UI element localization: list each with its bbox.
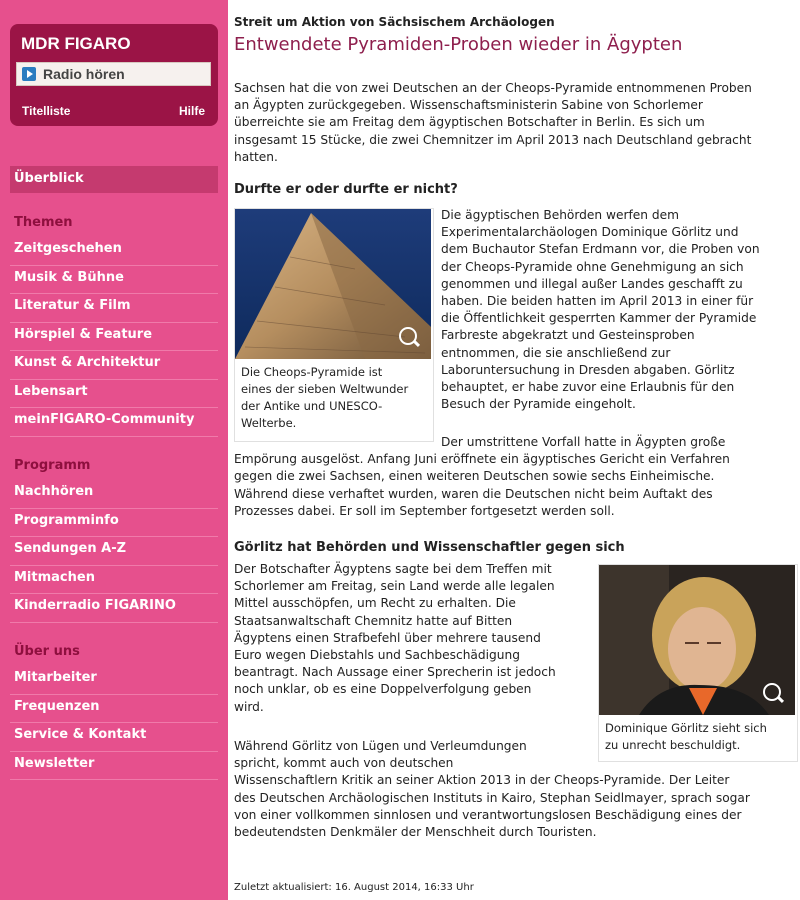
nav-list-themen: [10, 237, 218, 437]
nav-item[interactable]: Nachhören: [10, 480, 218, 509]
nav-item[interactable]: Mitarbeiter: [10, 666, 218, 695]
article-kicker: Streit um Aktion von Sächsischem Archäologen: [234, 15, 555, 29]
nav-heading-programm: Programm: [14, 458, 91, 473]
intro-paragraph: Sachsen hat die von zwei Deutschen an der Cheops-Pyramide entnommenen Proben an Ägypten zurückgegeben. Wissenschaftsministerin Sabine von Schorlemer überreichte sie am Freitag dem ägyptischen Botschafter in Berlin. Es sich um insgesamt 15 Stücke, die zwei Chemnitzer im April 2013 nach Deutschland gebracht hatten.: [234, 81, 752, 164]
nav-list-ueber-uns: [10, 666, 218, 780]
subheading-2: Görlitz hat Behörden und Wissenschaftler gegen sich: [234, 540, 625, 555]
play-icon: [22, 67, 36, 81]
radio-listen-button[interactable]: [16, 62, 211, 86]
zoom-icon[interactable]: [399, 327, 417, 345]
subheading-1: Durfte er oder durfte er nicht?: [234, 182, 458, 197]
titlelist-link[interactable]: Titelliste: [22, 104, 71, 118]
nav-item[interactable]: Musik & Bühne: [10, 266, 218, 295]
paragraph-4: Der Botschafter Ägyptens sagte bei dem Treffen mit Schorlemer am Freitag, sein Land werde alle legalen Mittel ausschöpfen, um Recht zu erhalten. Die Staatsanwaltschaft Chemnitz hatte auf Bitten Ägyptens einen Strafbefehl über mehrere tausend Euro wegen Diebstahls und Sachbeschädigung beantragt. Nach Aussage einer Sprecherin ist jedoch noch unklar, ob es eine Doppelverfolgung geben wird.: [234, 562, 556, 714]
nav-item[interactable]: Mitmachen: [10, 566, 218, 595]
last-updated: Zuletzt aktualisiert: 16. August 2014, 16:33 Uhr: [234, 882, 474, 893]
nav-list-programm: [10, 480, 218, 623]
paragraph-5: Während Görlitz von Lügen und Verleumdungen spricht, kommt auch von deutschen Wissenschaftlern Kritik an seiner Aktion 2013 in der Cheops-Pyramide. Der Leiter des Deutschen Archäologischen Instituts in Kairo, Stephan Seidlmayer, sprach sogar von einer vollkommen sinnlosen und verantwortungslosen Beschädigung eines der bedeutendsten Denkmäler der Menschheit durch Touristen.: [234, 739, 750, 840]
nav-item[interactable]: Newsletter: [10, 752, 218, 781]
nav-item[interactable]: Zeitgeschehen: [10, 237, 218, 266]
nav-item[interactable]: Sendungen A-Z: [10, 537, 218, 566]
nav-overview[interactable]: [10, 166, 218, 193]
paragraph-3: Der umstrittene Vorfall hatte in Ägypten große Empörung ausgelöst. Anfang Juni eröffnete ein ägyptisches Gericht ein Verfahren gegen die zwei Sachsen, einen weiteren Deutschen sowie sechs Einheimische. Während diese verhaftet wurden, waren die Deutschen nicht beim Auftakt des Prozesses dabei. Er soll im September fortgesetzt werden soll.: [234, 435, 730, 518]
nav-item[interactable]: meinFIGARO-Community: [10, 408, 218, 437]
brand-logo[interactable]: MDR FIGARO: [21, 34, 131, 53]
nav-overview-label: Überblick: [14, 171, 84, 186]
figure-pyramid: [234, 208, 434, 442]
radio-player-box: [10, 24, 218, 126]
figure-portrait: [598, 564, 798, 762]
nav-item[interactable]: Frequenzen: [10, 695, 218, 724]
nav-item[interactable]: Literatur & Film: [10, 294, 218, 323]
nav-item[interactable]: Lebensart: [10, 380, 218, 409]
zoom-icon[interactable]: [763, 683, 781, 701]
paragraph-2: Die ägyptischen Behörden werfen dem Experimentalarchäologen Dominique Görlitz und dem Buchautor Stefan Erdmann vor, die Proben von der Cheops-Pyramide ohne Genehmigung an sich genommen und illegal außer Landes geschafft zu haben. Die beiden hatten im April 2013 in einer für die Öffentlichkeit gesperrten Kammer der Pyramide Farbreste abgekratzt und Gesteinsproben entnommen, die sie anschließend zur Laboruntersuchung in Dresden abgaben. Görlitz behauptet, er habe zuvor eine Erlaubnis für den Besuch der Pyramide eingeholt.: [441, 208, 760, 412]
sidebar: [0, 0, 228, 900]
nav-item[interactable]: Service & Kontakt: [10, 723, 218, 752]
help-link[interactable]: Hilfe: [178, 104, 205, 118]
nav-item[interactable]: Hörspiel & Feature: [10, 323, 218, 352]
article: [228, 0, 800, 900]
radio-listen-label: Radio hören: [43, 66, 125, 82]
figure-caption-2: Dominique Görlitz sieht sich zu unrecht beschuldigt.: [605, 721, 767, 752]
nav-heading-themen: Themen: [14, 215, 73, 230]
figure-caption-1: Die Cheops-Pyramide ist eines der sieben Weltwunder der Antike und UNESCO- Welterbe.: [241, 365, 409, 430]
nav-item[interactable]: Kinderradio FIGARINO: [10, 594, 218, 623]
nav-item[interactable]: Kunst & Architektur: [10, 351, 218, 380]
nav-item[interactable]: Programminfo: [10, 509, 218, 538]
article-headline: Entwendete Pyramiden-Proben wieder in Ägypten: [234, 34, 683, 55]
nav-heading-ueber-uns: Über uns: [14, 644, 80, 659]
